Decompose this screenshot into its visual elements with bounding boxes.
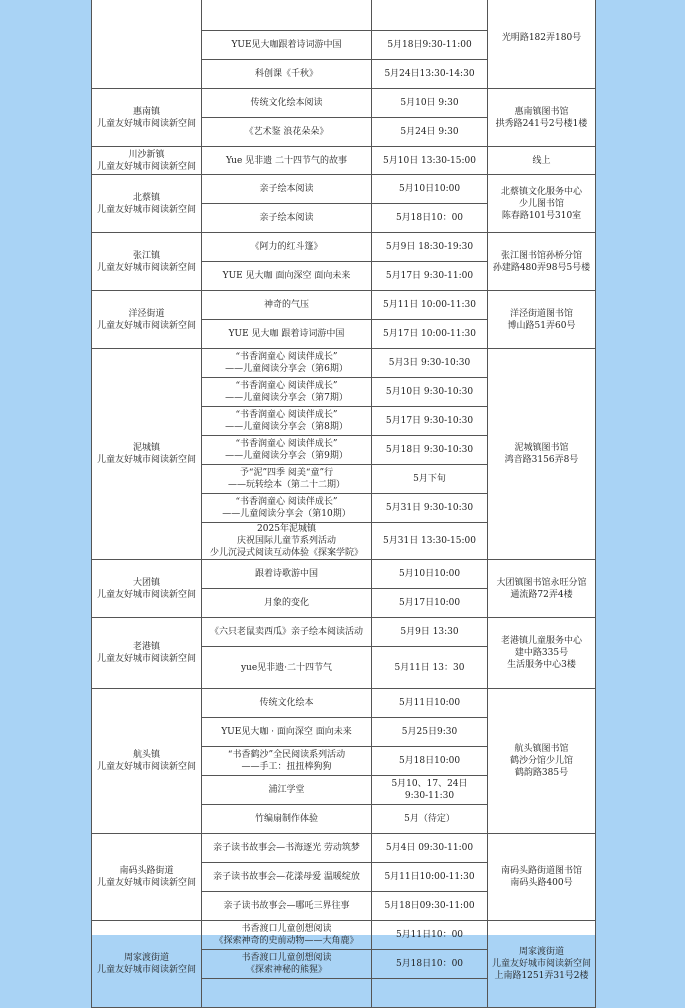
venue-cell: 航头镇图书馆 鹤沙分馆少儿馆 鹤韵路385号	[488, 689, 596, 834]
table-row	[92, 349, 596, 378]
activity-time-cell: 5月17日 9:30-10:30	[372, 407, 488, 436]
activity-title-cell: 亲子读书故事会—书海逐光 劳动筑梦	[202, 834, 372, 863]
activity-time-cell: 5月18日9:30-11:00	[372, 31, 488, 60]
activity-time-cell: 5月（待定）	[372, 805, 488, 834]
activity-title-cell: 《艺术鉴 浪花朵朵》	[202, 118, 372, 147]
activity-time-cell: 5月11日10：00	[372, 921, 488, 950]
activity-time-cell: 5月11日10:00	[372, 689, 488, 718]
activity-title-cell: 《六只老鼠卖西瓜》亲子绘本阅读活动	[202, 618, 372, 647]
activity-title-cell: 传统文化绘本阅读	[202, 89, 372, 118]
activity-title-cell: 亲子绘本阅读	[202, 204, 372, 233]
venue-cell: 惠南镇图书馆 拱秀路241号2号楼1楼	[488, 89, 596, 147]
activity-time-cell: 5月3日 9:30-10:30	[372, 349, 488, 378]
schedule-sheet	[91, 0, 595, 981]
venue-cell: 洋泾街道图书馆 博山路51弄60号	[488, 291, 596, 349]
organizer-cell: 南码头路街道 儿童友好城市阅读新空间	[92, 834, 202, 921]
venue-cell: 北蔡镇文化服务中心 少儿图书馆 陈春路101号310室	[488, 175, 596, 233]
activity-time-cell: 5月18日10：00	[372, 204, 488, 233]
activity-time-cell: 5月10日10:00	[372, 175, 488, 204]
activity-time-cell	[372, 0, 488, 31]
activity-time-cell: 5月下旬	[372, 465, 488, 494]
organizer-cell	[92, 0, 202, 89]
activity-time-cell: 5月25日9:30	[372, 718, 488, 747]
venue-cell: 老港镇儿童服务中心 建中路335号 生活服务中心3楼	[488, 618, 596, 689]
venue-cell: 张江图书馆孙桥分馆 孙建路480弄98号5号楼	[488, 233, 596, 291]
activity-title-cell	[202, 0, 372, 31]
activity-time-cell: 5月31日 13:30-15:00	[372, 523, 488, 560]
venue-cell: 大团镇图书馆永旺分馆 通流路72弄4楼	[488, 560, 596, 618]
activity-title-cell: 跟着诗歌游中国	[202, 560, 372, 589]
activity-title-cell: 《阿力的红斗篷》	[202, 233, 372, 262]
activity-time-cell: 5月17日10:00	[372, 589, 488, 618]
activity-time-cell: 5月18日10：00	[372, 950, 488, 979]
activity-title-cell: YUE 见大咖 跟着诗词游中国	[202, 320, 372, 349]
activity-title-cell: 科创课《千秋》	[202, 60, 372, 89]
activity-title-cell: Yue 见非遗 二十四节气的故事	[202, 147, 372, 175]
activity-title-cell: YUE见大咖跟着诗词游中国	[202, 31, 372, 60]
activity-title-cell: 月象的变化	[202, 589, 372, 618]
activity-title-cell: 书香渡口儿童创想阅读 《探索神奇的史前动物——大角鹿》	[202, 921, 372, 950]
activity-time-cell: 5月10日 9:30	[372, 89, 488, 118]
activity-title-cell: 神奇的气压	[202, 291, 372, 320]
activity-time-cell: 5月9日 13:30	[372, 618, 488, 647]
table-row	[92, 921, 596, 950]
table-row	[92, 147, 596, 175]
venue-cell: 南码头路街道图书馆 南码头路400号	[488, 834, 596, 921]
table-row	[92, 618, 596, 647]
organizer-cell: 航头镇 儿童友好城市阅读新空间	[92, 689, 202, 834]
activity-time-cell: 5月10日 9:30-10:30	[372, 378, 488, 407]
activity-title-cell: 亲子绘本阅读	[202, 175, 372, 204]
activity-title-cell: yue见非遗·二十四节气	[202, 647, 372, 689]
activity-schedule-table	[91, 0, 596, 1008]
table-row	[92, 175, 596, 204]
activity-title-cell: YUE 见大咖 面向深空 面向未来	[202, 262, 372, 291]
activity-title-cell: 竹编扇制作体验	[202, 805, 372, 834]
activity-title-cell	[202, 979, 372, 1008]
organizer-cell: 泥城镇 儿童友好城市阅读新空间	[92, 349, 202, 560]
activity-title-cell: “书香润童心 阅读伴成长” ——儿童阅读分享会（第8期）	[202, 407, 372, 436]
activity-time-cell: 5月17日 10:00-11:30	[372, 320, 488, 349]
organizer-cell: 张江镇 儿童友好城市阅读新空间	[92, 233, 202, 291]
organizer-cell: 老港镇 儿童友好城市阅读新空间	[92, 618, 202, 689]
activity-time-cell: 5月31日 9:30-10:30	[372, 494, 488, 523]
organizer-cell: 川沙新镇 儿童友好城市阅读新空间	[92, 147, 202, 175]
activity-time-cell	[372, 979, 488, 1008]
organizer-cell: 惠南镇 儿童友好城市阅读新空间	[92, 89, 202, 147]
activity-title-cell: “书香润童心 阅读伴成长” ——儿童阅读分享会（第7期）	[202, 378, 372, 407]
activity-time-cell: 5月11日10:00-11:30	[372, 863, 488, 892]
activity-time-cell: 5月4日 09:30-11:00	[372, 834, 488, 863]
activity-time-cell: 5月18日10:00	[372, 747, 488, 776]
activity-time-cell: 5月11日 13：30	[372, 647, 488, 689]
activity-title-cell: 传统文化绘本	[202, 689, 372, 718]
activity-time-cell: 5月17日 9:30-11:00	[372, 262, 488, 291]
activity-title-cell: 2025年泥城镇 庆祝国际儿童节系列活动 少儿沉浸式阅读互动体验《探案学院》	[202, 523, 372, 560]
venue-cell: 周家渡街道 儿童友好城市阅读新空间 上南路1251弄31号2楼	[488, 921, 596, 1008]
table-row	[92, 834, 596, 863]
activity-title-cell: 浦江学堂	[202, 776, 372, 805]
organizer-cell: 洋泾街道 儿童友好城市阅读新空间	[92, 291, 202, 349]
activity-time-cell: 5月18日 9:30-10:30	[372, 436, 488, 465]
organizer-cell: 大团镇 儿童友好城市阅读新空间	[92, 560, 202, 618]
organizer-cell: 周家渡街道 儿童友好城市阅读新空间	[92, 921, 202, 1008]
venue-cell: 线上	[488, 147, 596, 175]
table-row	[92, 689, 596, 718]
table-row	[92, 0, 596, 31]
activity-time-cell: 5月10日10:00	[372, 560, 488, 589]
activity-title-cell: 予“泥”四季 阅美“童”行 ——玩转绘本（第二十二期）	[202, 465, 372, 494]
venue-cell: 光明路182弄180号	[488, 0, 596, 89]
activity-title-cell: 书香渡口儿童创想阅读 《探索神秘的熊猩》	[202, 950, 372, 979]
table-row	[92, 233, 596, 262]
activity-time-cell: 5月10、17、24日 9:30-11:30	[372, 776, 488, 805]
activity-title-cell: 亲子读书故事会—花漾母爱 温暖绽放	[202, 863, 372, 892]
venue-cell: 泥城镇图书馆 鸿音路3156弄8号	[488, 349, 596, 560]
activity-title-cell: YUE见大咖 · 面向深空 面向未来	[202, 718, 372, 747]
activity-title-cell: “书香润童心 阅读伴成长” ——儿童阅读分享会（第6期）	[202, 349, 372, 378]
table-row	[92, 89, 596, 118]
activity-time-cell: 5月9日 18:30-19:30	[372, 233, 488, 262]
activity-title-cell: 亲子读书故事会—哪吒三界往事	[202, 892, 372, 921]
organizer-cell: 北蔡镇 儿童友好城市阅读新空间	[92, 175, 202, 233]
table-row	[92, 291, 596, 320]
activity-time-cell: 5月24日 9:30	[372, 118, 488, 147]
activity-title-cell: “书香润童心 阅读伴成长” ——儿童阅读分享会（第10期）	[202, 494, 372, 523]
activity-time-cell: 5月24日13:30-14:30	[372, 60, 488, 89]
activity-title-cell: “书香润童心 阅读伴成长” ——儿童阅读分享会（第9期）	[202, 436, 372, 465]
activity-time-cell: 5月10日 13:30-15:00	[372, 147, 488, 175]
activity-title-cell: “书香鹤沙”全民阅读系列活动 ——手工：扭扭棒狗狗	[202, 747, 372, 776]
activity-time-cell: 5月18日09:30-11:00	[372, 892, 488, 921]
activity-time-cell: 5月11日 10:00-11:30	[372, 291, 488, 320]
table-row	[92, 560, 596, 589]
